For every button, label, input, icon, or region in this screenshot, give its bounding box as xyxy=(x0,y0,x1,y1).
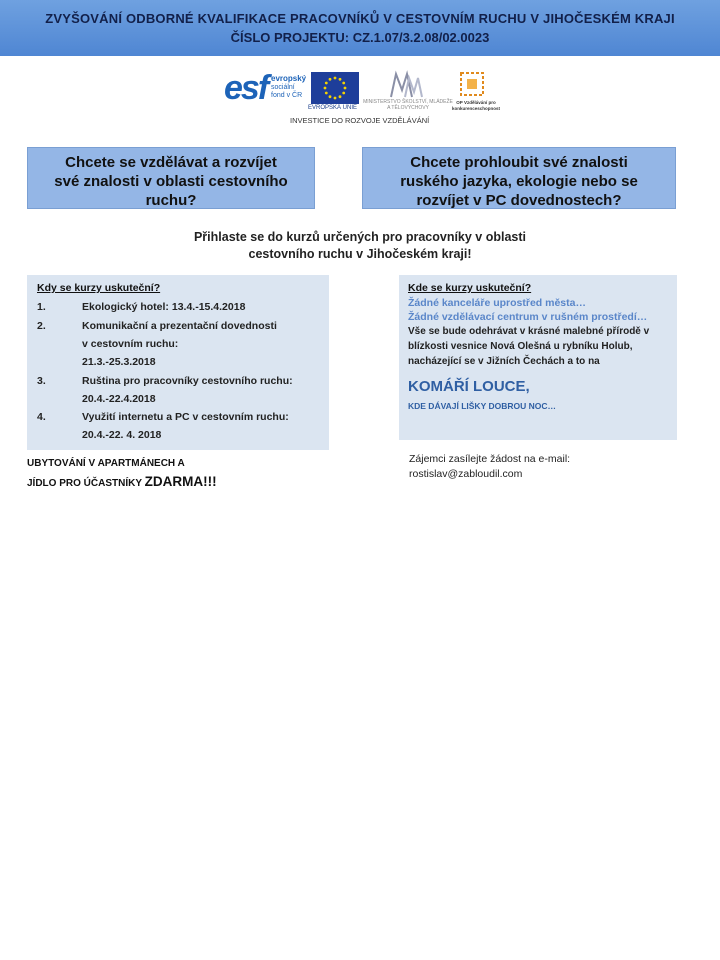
course-date: 20.4.-22.4.2018 xyxy=(82,393,156,405)
project-number: ČÍSLO PROJEKTU: CZ.1.07/3.2.08/02.0023 xyxy=(230,30,490,45)
courses-title: Kdy se kurzy uskuteční? xyxy=(37,282,161,294)
course-item: Využití internetu a PC v cestovním ruchu: xyxy=(82,411,289,423)
msmt-label: MINISTERSTVO ŠKOLSTVÍ, MLÁDEŽE A TĚLOVÝCHOVY xyxy=(363,99,453,111)
course-number: 4. xyxy=(37,411,46,423)
question-box-skills: Chcete prohloubit své znalosti ruského jazyka, ekologie nebo se rozvíjet v PC dovednostech? xyxy=(362,147,676,209)
free-label: ZDARMA!!! xyxy=(144,474,217,489)
course-item-cont: v cestovním ruchu: xyxy=(82,338,179,350)
course-number: 1. xyxy=(37,301,46,313)
location-note: Žádné vzdělávací centrum v rušném prostředí… xyxy=(408,311,648,323)
op-label: OP Vzdělávání pro konkurenceschopnost xyxy=(451,100,500,111)
accommodation-note: UBYTOVÁNÍ V APARTMÁNECH A JÍDLO PRO ÚČASTNÍKY ZDARMA!!! xyxy=(27,458,217,489)
contact-info: Zájemci zasílejte žádost na e-mail: rostislav@zabloudil.com xyxy=(409,453,571,480)
email-link[interactable]: rostislav@zabloudil.com xyxy=(409,468,523,480)
esf-logo xyxy=(222,69,307,111)
eu-label: EVROPSKÁ UNIE xyxy=(308,105,358,111)
esf-mark: esf xyxy=(224,69,268,107)
place-name: KOMÁŘÍ LOUCE, xyxy=(408,378,530,395)
course-item: Ekologický hotel: 13.4.-15.4.2018 xyxy=(82,301,246,313)
esf-text: evropský sociální fond v ČR xyxy=(271,74,307,99)
location-note: Žádné kanceláře uprostřed města… xyxy=(408,297,586,309)
course-number: 3. xyxy=(37,375,46,387)
course-date: 21.3.-25.3.2018 xyxy=(82,356,156,368)
header-banner xyxy=(0,0,720,56)
course-item: Ruština pro pracovníky cestovního ruchu: xyxy=(82,375,293,387)
course-number: 2. xyxy=(37,320,46,332)
logo-strip xyxy=(222,70,504,128)
invitation-text: Přihlaste se do kurzů určených pro pracovníky v oblasti cestovního ruchu v Jihočeském kraji! xyxy=(193,230,527,261)
location-title: Kde se kurzy uskuteční? xyxy=(408,282,532,294)
op-logo-icon xyxy=(458,70,486,98)
investice-tagline: INVESTICE DO ROZVOJE VZDĚLÁVÁNÍ xyxy=(290,116,430,125)
course-item: Komunikační a prezentační dovednosti xyxy=(82,320,277,332)
question-box-tourism: Chcete se vzdělávat a rozvíjet své znalosti v oblasti cestovního ruchu? xyxy=(27,147,315,209)
msmt-logo-icon xyxy=(388,70,424,100)
course-date: 20.4.-22. 4. 2018 xyxy=(82,429,162,441)
location-description: Vše se bude odehrávat v krásné malebné přírodě v blízkosti vesnice Nová Olešná u rybníku Holub, nacházející se v Jižních Čechách a to na xyxy=(408,326,650,367)
eu-flag-icon xyxy=(311,72,359,104)
place-tagline: KDE DÁVAJÍ LIŠKY DOBROU NOC… xyxy=(408,401,556,411)
project-title: ZVYŠOVÁNÍ ODBORNÉ KVALIFIKACE PRACOVNÍKŮ V CESTOVNÍM RUCHU V JIHOČESKÉM KRAJI xyxy=(45,11,675,26)
